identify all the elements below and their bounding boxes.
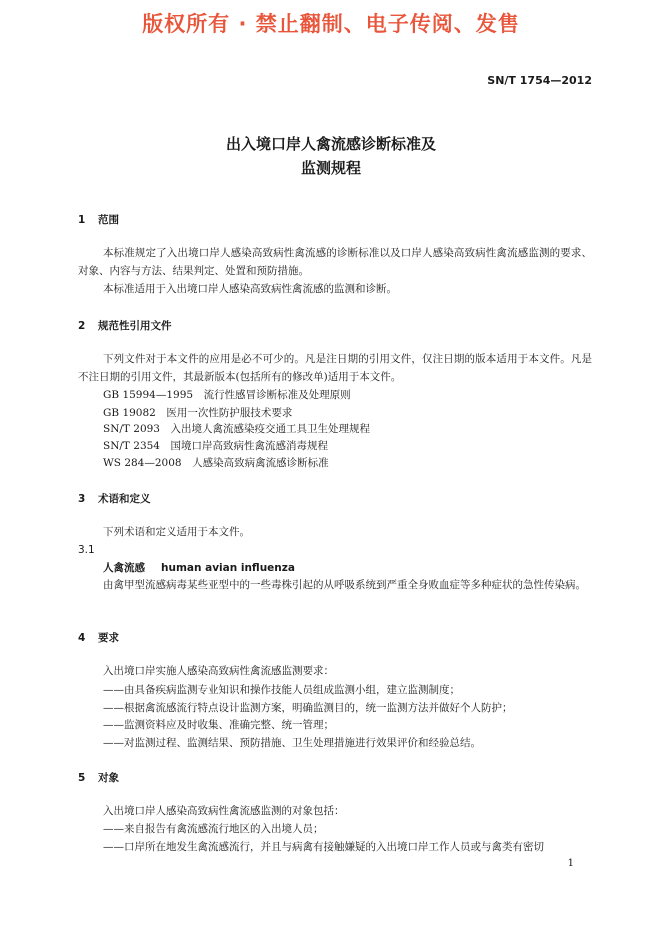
section-4-heading	[78, 630, 119, 645]
section-1-paragraph-1: 本标准规定了入出境口岸人感染高致病性禽流感的诊断标准以及口岸人感染高致病性禽流感监测的要求、对象、内容与方法、结果判定、处置和预防措施。	[78, 247, 592, 277]
term-english: human avian influenza	[161, 562, 295, 574]
section-3-paragraph-1: 下列术语和定义适用于本文件。	[103, 526, 250, 538]
reference-item: SN/T 2093 入出境人禽流感染疫交通工具卫生处理规程	[103, 423, 370, 435]
section-number: 5	[78, 772, 86, 784]
section-title: 规范性引用文件	[98, 320, 172, 332]
section-2-paragraph-1: 下列文件对于本文件的应用是必不可少的。凡是注日期的引用文件，仅注日期的版本适用于本文件。凡是不注日期的引用文件，其最新版本(包括所有的修改单)适用于本文件。	[78, 353, 592, 383]
section-title: 术语和定义	[98, 493, 151, 505]
section-4-intro: 入出境口岸实施人感染高致病性禽流感监测要求：	[103, 665, 334, 677]
section-number: 4	[78, 632, 86, 644]
requirement-item: ——由具备疾病监测专业知识和操作技能人员组成监测小组，建立监测制度；	[103, 684, 460, 696]
object-item: ——来自报告有禽流感流行地区的入出境人员；	[103, 823, 324, 835]
reference-item: WS 284—2008 人感染高致病禽流感诊断标准	[103, 457, 329, 469]
section-3-heading	[78, 491, 151, 506]
page-number: 1	[567, 858, 574, 869]
section-title: 对象	[98, 772, 119, 784]
section-title: 范围	[98, 214, 119, 226]
section-number: 2	[78, 320, 86, 332]
section-1-paragraph-2: 本标准适用于入出境口岸人感染高致病性禽流感的监测和诊断。	[103, 283, 397, 295]
section-number: 3	[78, 493, 86, 505]
term-chinese: 人禽流感	[103, 562, 145, 574]
copyright-watermark: 版权所有 · 禁止翻制、电子传阅、发售	[142, 12, 520, 36]
section-number: 1	[78, 214, 86, 226]
section-2-heading	[78, 318, 172, 333]
section-5-heading	[78, 770, 119, 785]
term-entry	[103, 560, 295, 575]
term-definition: 由禽甲型流感病毒某些亚型中的一些毒株引起的从呼吸系统到严重全身败血症等多种症状的急性传染病。	[103, 579, 586, 591]
reference-item: SN/T 2354 国境口岸高致病性禽流感消毒规程	[103, 440, 328, 452]
document-title-line1: 出入境口岸人禽流感诊断标准及	[225, 135, 436, 153]
section-title: 要求	[98, 632, 119, 644]
requirement-item: ——监测资料应及时收集、准确完整、统一管理；	[103, 719, 334, 731]
standard-code: SN/T 1754—2012	[487, 74, 592, 87]
requirement-item: ——根据禽流感流行特点设计监测方案，明确监测目的，统一监测方法并做好个人防护；	[103, 702, 513, 714]
object-item: ——口岸所在地发生禽流感流行，并且与病禽有接触嫌疑的入出境口岸工作人员或与禽类有密切	[103, 841, 544, 853]
requirement-item: ——对监测过程、监测结果、预防措施、卫生处理措施进行效果评价和经验总结。	[103, 737, 481, 749]
term-number: 3.1	[78, 544, 95, 556]
reference-item: GB 19082 医用一次性防护服技术要求	[103, 407, 293, 419]
document-title-line2: 监测规程	[300, 159, 361, 177]
section-5-intro: 入出境口岸人感染高致病性禽流感监测的对象包括：	[103, 805, 345, 817]
reference-item: GB 15994—1995 流行性感冒诊断标准及处理原则	[103, 389, 351, 401]
section-1-heading	[78, 212, 119, 227]
